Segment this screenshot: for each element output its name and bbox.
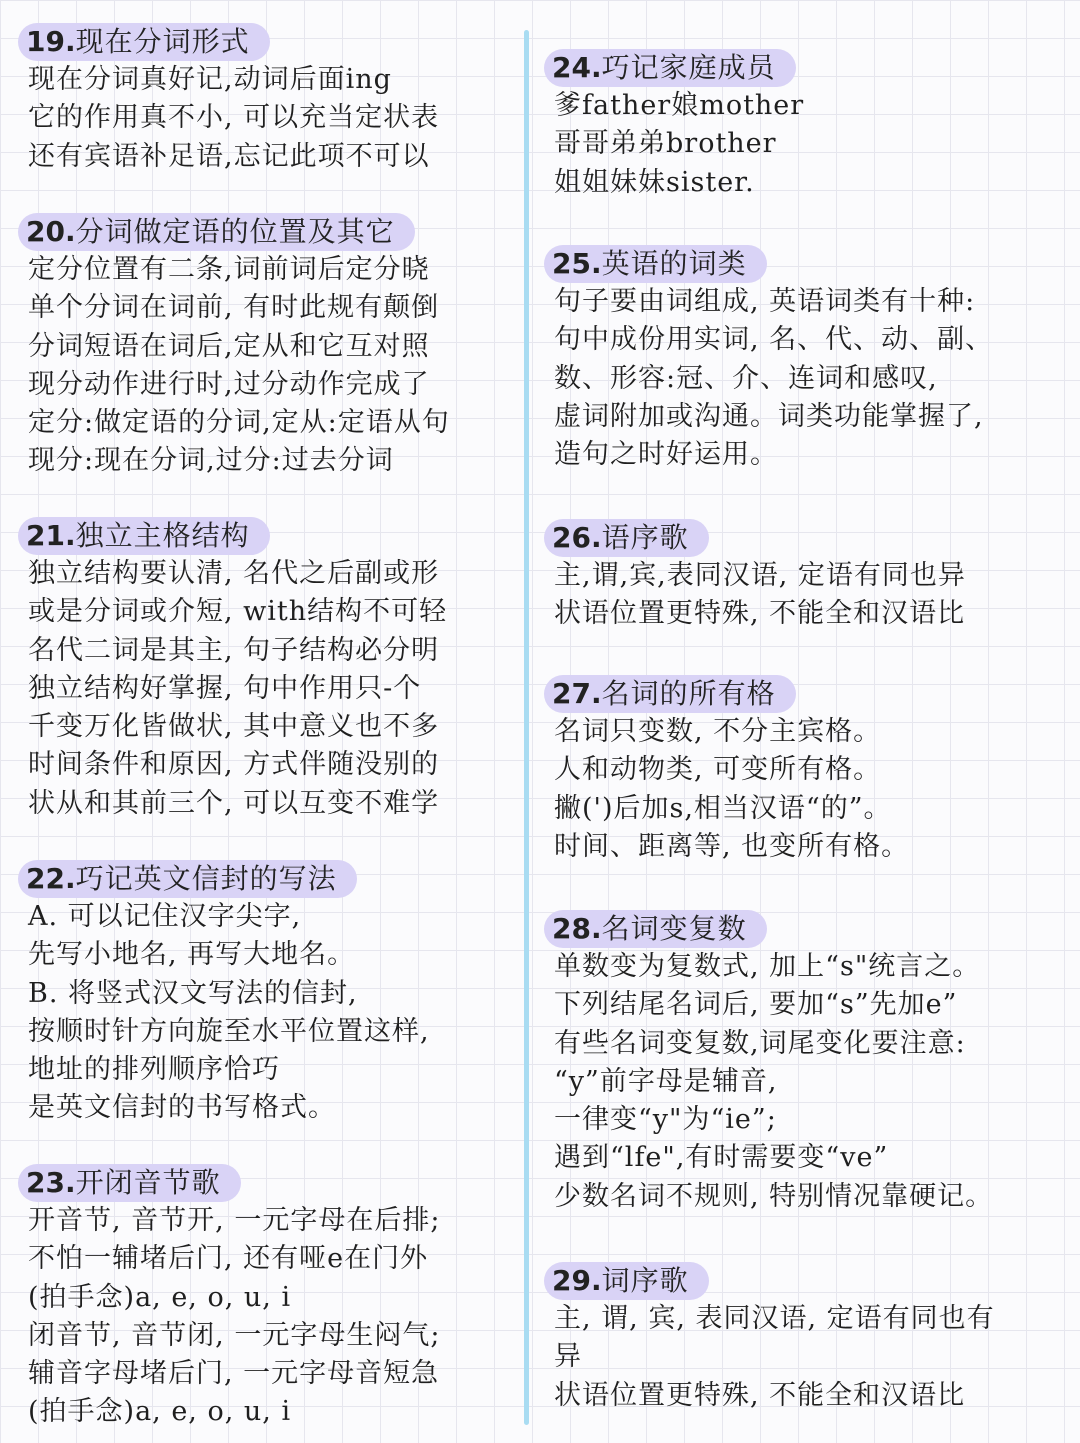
section-title: 26.语序歌	[544, 519, 709, 557]
section-line: (拍手念)a, e, o, u, i	[28, 1396, 292, 1428]
section-line: (拍手念)a, e, o, u, i	[28, 1281, 292, 1313]
section-line: 名代二词是其主, 句子结构必分明	[28, 634, 440, 666]
section-line: 独立结构要认清, 名代之后副或形	[28, 558, 440, 589]
section-line: 状语位置更特殊, 不能全和汉语比	[554, 598, 966, 630]
column-divider	[524, 30, 529, 1425]
section-line: 状从和其前三个, 可以互变不难学	[28, 787, 440, 819]
section-line: 闭音节, 音节闭, 一元字母生闷气;	[28, 1319, 441, 1351]
section-line: 不怕一辅堵后门, 还有哑e在门外	[28, 1243, 429, 1275]
section-title: 19.现在分词形式	[18, 23, 270, 61]
section-line: 撇(')后加s,相当汉语“的”。	[554, 792, 892, 824]
section-line: 主, 谓, 宾, 表同汉语, 定语有同也有	[554, 1303, 995, 1334]
section-line: B. 将竖式汉文写法的信封,	[28, 977, 358, 1009]
section-line: 辅音字母堵后门, 一元字母音短急	[28, 1358, 440, 1390]
section-26	[554, 519, 966, 634]
section-title: 21.独立主格结构	[18, 517, 270, 555]
section-title: 20.分词做定语的位置及其它	[18, 213, 415, 251]
section-line: 单数变为复数式, 加上“s"统言之。	[554, 951, 981, 982]
section-line: 数、形容:冠、介、连词和感叹,	[554, 362, 938, 394]
section-title: 23.开闭音节歌	[18, 1164, 241, 1202]
section-line: 主,谓,宾,表同汉语, 定语有同也异	[554, 560, 966, 591]
section-line: 少数名词不规则, 特别情况靠硬记。	[554, 1180, 994, 1212]
section-24	[554, 49, 804, 202]
section-line: 名词只变数, 不分主宾格。	[554, 716, 882, 747]
section-line: 句子要由词组成, 英语词类有十种:	[554, 286, 976, 317]
section-line: 开音节, 音节开, 一元字母在后排;	[28, 1205, 441, 1236]
section-line: 一律变“y"为“ie”;	[554, 1104, 777, 1136]
section-line: 现分动作进行时,过分动作完成了	[28, 368, 430, 400]
section-27	[554, 675, 909, 866]
section-line: 时间条件和原因, 方式伴随没别的	[28, 749, 440, 781]
section-line: 定分位置有二条,词前词后定分晓	[28, 254, 430, 285]
section-line: 定分:做定语的分词,定从:定语从句	[28, 407, 450, 439]
section-25	[554, 245, 993, 474]
section-28	[554, 910, 993, 1216]
section-title: 28.名词变复数	[544, 910, 767, 948]
section-line: 遇到“lfe",有时需要变“ve”	[554, 1142, 889, 1174]
section-line: 姐姐妹妹sister.	[554, 166, 755, 198]
section-title: 22.巧记英文信封的写法	[18, 860, 357, 898]
section-title: 25.英语的词类	[544, 245, 767, 283]
section-line: 独立结构好掌握, 句中作用只-个	[28, 672, 422, 704]
section-line: 现分:现在分词,过分:过去分词	[28, 445, 394, 477]
section-line: 分词短语在词后,定从和它互对照	[28, 330, 430, 362]
section-title: 29.词序歌	[544, 1262, 709, 1300]
section-line: 现在分词真好记,动词后面ing	[28, 64, 392, 95]
section-29	[554, 1262, 995, 1415]
section-title: 24.巧记家庭成员	[544, 49, 796, 87]
section-19	[28, 23, 439, 176]
section-line: 虚词附加或沟通。词类功能掌握了,	[554, 400, 984, 432]
section-line: 还有宾语补足语,忘记此项不可以	[28, 140, 430, 172]
section-line: 地址的排列顺序恰巧	[28, 1054, 280, 1086]
section-title: 27.名词的所有格	[544, 675, 796, 713]
section-line: 它的作用真不小, 可以充当定状表	[28, 102, 440, 134]
section-line: 句中成份用实词, 名、代、动、副、	[554, 324, 994, 356]
section-line: “y”前字母是辅音,	[554, 1065, 778, 1097]
section-23	[28, 1164, 440, 1432]
section-line: 异	[554, 1341, 582, 1373]
section-line: 单个分词在词前, 有时此规有颠倒	[28, 292, 440, 324]
section-line: 千变万化皆做状, 其中意义也不多	[28, 711, 440, 743]
section-line: 是英文信封的书写格式。	[28, 1092, 336, 1124]
section-22	[28, 860, 430, 1128]
section-line: 按顺时针方向旋至水平位置这样,	[28, 1015, 430, 1047]
section-line: A. 可以记住汉字尖字,	[28, 901, 302, 932]
section-line: 或是分词或介短, with结构不可轻	[28, 596, 448, 628]
section-line: 人和动物类, 可变所有格。	[554, 754, 882, 786]
section-line: 下列结尾名词后, 要加“s”先加e”	[554, 989, 958, 1021]
section-line: 哥哥弟弟brother	[554, 128, 777, 160]
section-line: 时间、距离等, 也变所有格。	[554, 830, 910, 862]
section-line: 有些名词变复数,词尾变化要注意:	[554, 1027, 966, 1059]
section-21	[28, 517, 447, 823]
section-line: 造句之时好运用。	[554, 439, 778, 471]
section-20	[28, 213, 450, 481]
section-line: 先写小地名, 再写大地名。	[28, 939, 356, 971]
section-line: 状语位置更特殊, 不能全和汉语比	[554, 1379, 966, 1411]
section-line: 爹father娘mother	[554, 90, 805, 121]
